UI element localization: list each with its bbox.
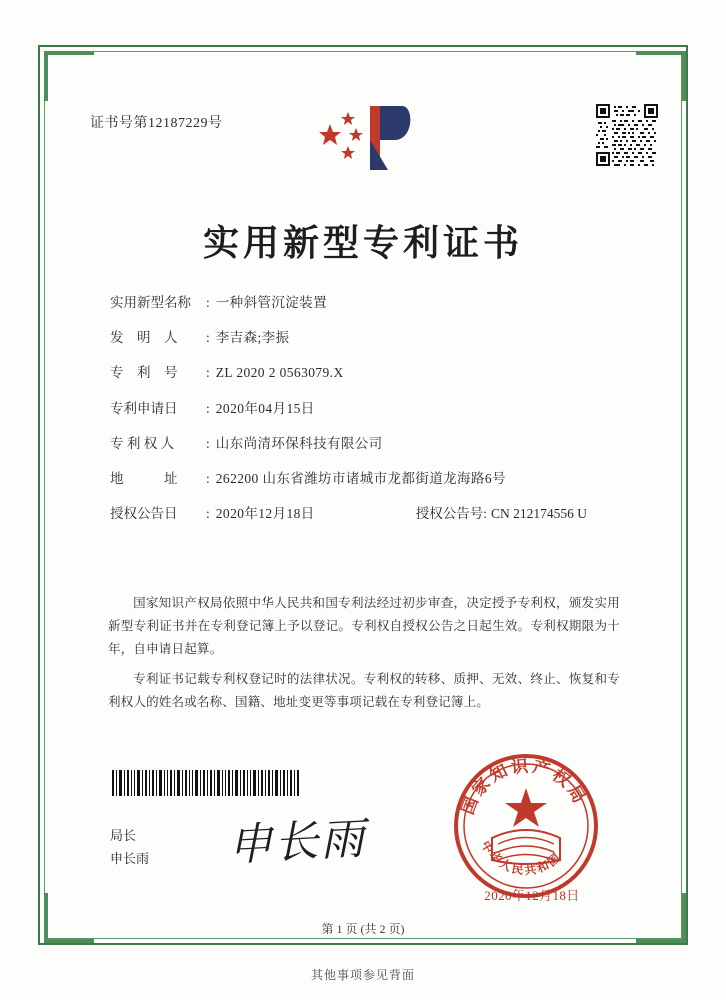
cnipa-patent-logo-icon — [310, 98, 420, 178]
field-colon: : — [206, 365, 210, 381]
field-label: 专利申请日 — [110, 400, 178, 416]
field-colon: : — [206, 400, 210, 416]
certificate-number: 证书号第12187229号 — [90, 116, 223, 131]
director-name-label: 申长雨 — [110, 850, 150, 866]
page-title: 实用新型专利证书 — [202, 223, 523, 263]
qr-code — [596, 104, 658, 166]
field-label: 实用新型名称 — [110, 295, 191, 310]
field-patent-number — [110, 365, 630, 381]
field-secondary-label: 授权公告号: — [415, 506, 488, 522]
field-inventor — [110, 330, 630, 346]
official-seal — [452, 752, 600, 900]
corner-ornament-top-right — [636, 51, 686, 101]
page-number: 第 1 页 (共 2 页) — [321, 922, 405, 936]
signer-block — [110, 825, 149, 871]
field-colon: : — [206, 506, 210, 522]
field-application-date — [110, 401, 630, 417]
field-colon: : — [206, 330, 210, 346]
corner-ornament-top-left — [44, 51, 94, 101]
field-colon: : — [206, 470, 210, 486]
field-patentee — [110, 436, 630, 452]
field-value: ZL 2020 2 0563079.X — [215, 365, 344, 381]
director-signature: 申长雨 — [226, 814, 368, 871]
seal-date: 2020年12月18日 — [484, 888, 580, 903]
field-label: 发 明 人 — [110, 330, 178, 346]
field-colon: : — [206, 435, 210, 451]
field-value: 2020年04月15日 — [215, 400, 315, 416]
field-value: 262200 山东省潍坊市诸城市龙都街道龙海路6号 — [215, 470, 506, 486]
field-list — [110, 295, 630, 541]
footer-note: 其他事项参见背面 — [310, 968, 415, 982]
field-grant-announcement — [110, 506, 630, 522]
paragraph-text: 专利证书记载专利权登记时的法律状况。专利权的转移、质押、无效、终止、恢复和专利权人的姓名或名称、国籍、地址变更等事项记载在专利登记簿上。 — [108, 672, 620, 710]
seal-bottom-text: 中华人民共和国 — [478, 838, 565, 878]
barcode — [110, 770, 300, 796]
legal-paragraph-1 — [108, 592, 620, 661]
field-label: 专 利 权 人 — [110, 435, 175, 451]
field-label: 专 利 号 — [110, 365, 178, 381]
field-label: 地 址 — [110, 470, 178, 486]
paragraph-text: 国家知识产权局依照中华人民共和国专利法经过初步审查，决定授予专利权，颁发实用新型专利证书并在专利登记簿上予以登记。专利权自授权公告之日起生效。专利权期限为十年，自申请日起算。 — [108, 596, 620, 657]
field-address — [110, 471, 630, 487]
director-title-label: 局长 — [110, 828, 137, 843]
field-label: 授权公告日 — [110, 506, 178, 522]
field-secondary-value: CN 212174556 U — [491, 506, 588, 522]
field-value: 2020年12月18日 — [215, 506, 315, 522]
field-colon: : — [206, 295, 210, 310]
legal-paragraph-2 — [108, 668, 620, 714]
seal-top-text: 国家知识产权局 — [458, 756, 591, 818]
svg-text:中华人民共和国 — [478, 838, 564, 878]
field-value: 一种斜管沉淀装置 — [215, 295, 327, 310]
field-value: 山东尚清环保科技有限公司 — [215, 435, 383, 451]
field-value: 李吉森;李振 — [215, 330, 290, 346]
field-utility-model-name — [110, 295, 630, 311]
